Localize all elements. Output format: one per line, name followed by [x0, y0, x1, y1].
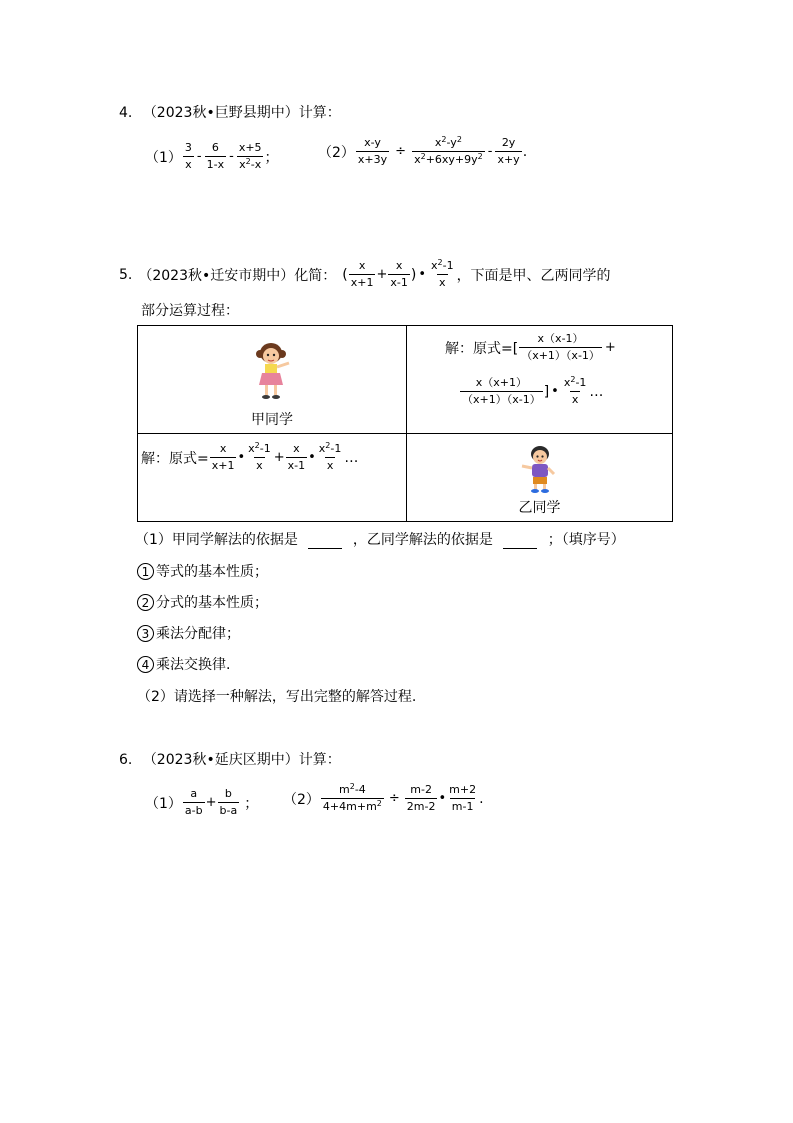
- paren: (: [342, 266, 348, 283]
- circled-number: 1: [137, 563, 154, 580]
- operator: •: [418, 267, 426, 282]
- q6-source: （2023秋•延庆区期中）计算：: [142, 752, 341, 768]
- fraction: $\frac{x^2-1}{x}$: [248, 441, 271, 472]
- yi-solution-cell: [138, 434, 407, 522]
- fraction: $\frac{x^2-y^2}{x^2+6xy+9y^2}$: [414, 135, 483, 166]
- option-text: 乘法分配律；: [156, 626, 240, 642]
- solution-table: [137, 325, 673, 522]
- separator: ；: [244, 795, 259, 812]
- option-3: [137, 623, 240, 643]
- option-2: [137, 592, 268, 612]
- option-text: 分式的基本性质；: [156, 595, 268, 611]
- operator: +: [604, 340, 616, 355]
- operator: •: [551, 384, 559, 399]
- q6-part2-label: （2）: [283, 791, 320, 808]
- q4-part2-label: （2）: [318, 144, 355, 161]
- q6-number: 6.: [119, 752, 133, 768]
- paren: ): [410, 266, 417, 283]
- separator: ；: [264, 149, 279, 166]
- fraction: $\frac{m^2-4}{4+4m+m^2}$: [322, 782, 382, 813]
- q6-header: [119, 749, 341, 769]
- operator: ÷: [388, 791, 400, 806]
- option-1: [137, 561, 268, 581]
- fraction: $\frac{x}{x-1}$: [390, 259, 408, 289]
- bracket: ]: [543, 383, 550, 400]
- q6-part1: [145, 787, 258, 818]
- operator: •: [308, 450, 316, 465]
- q4-header: [119, 102, 341, 122]
- operator: -: [487, 144, 493, 159]
- q5-number: 5.: [119, 266, 133, 283]
- operator: ÷: [395, 144, 407, 159]
- q5-header: [119, 259, 611, 290]
- fraction: $\frac{x(x+1)}{(x+1)(x-1)}$: [462, 376, 541, 406]
- fraction: $\frac{6}{1-x}$: [206, 141, 225, 171]
- option-text: 乘法交换律.: [156, 657, 231, 673]
- fraction: $\frac{2y}{x+y}$: [497, 136, 520, 166]
- circled-number: 3: [137, 625, 154, 642]
- q5-sub1-text-a: （1）甲同学解法的依据是: [135, 532, 298, 548]
- q5-tail-text: ，下面是甲、乙两同学的: [456, 267, 611, 284]
- jia-solution-prefix: 解：原式=[: [445, 340, 519, 357]
- circled-number: 2: [137, 594, 154, 611]
- q6-part1-label: （1）: [145, 795, 182, 812]
- q4-part2: [318, 136, 527, 167]
- q5-line2: 部分运算过程：: [141, 303, 239, 319]
- fraction: $\frac{x^2-1}{x}$: [318, 441, 342, 472]
- operator: +: [205, 795, 217, 810]
- answer-blank-2[interactable]: [503, 534, 537, 549]
- q4-number: 4.: [119, 105, 133, 121]
- yi-solution-prefix: 解：原式=: [141, 450, 209, 467]
- fraction: $\frac{a}{a-b}$: [184, 787, 203, 817]
- boy-student-icon: [518, 444, 562, 494]
- jia-illustration-cell: [138, 326, 407, 434]
- q4-part1: [145, 141, 279, 172]
- q4-part1-label: （1）: [145, 149, 182, 166]
- yi-label: 乙同学: [518, 500, 561, 516]
- fraction: $\frac{3}{x}$: [184, 141, 192, 171]
- fraction: $\frac{x^2-1}{x}$: [563, 375, 587, 406]
- ellipsis: …: [344, 449, 359, 466]
- ellipsis: …: [589, 383, 604, 400]
- fraction: $\frac{b}{b-a}$: [219, 787, 238, 817]
- q5-sub1-text-b: ，乙同学解法的依据是: [352, 532, 493, 548]
- fraction: $\frac{m-2}{2m-2}$: [406, 783, 436, 813]
- q5-sub2: （2）请选择一种解法，写出完整的解答过程.: [137, 689, 417, 705]
- operator: •: [438, 791, 447, 806]
- separator: .: [479, 790, 484, 807]
- q5-source: （2023秋•迁安市期中）化简：: [138, 267, 337, 284]
- operator: -: [229, 149, 234, 164]
- fraction: $\frac{x^2-1}{x}$: [430, 258, 454, 289]
- operator: +: [273, 450, 285, 465]
- fraction: $\frac{x}{x+1}$: [211, 442, 235, 472]
- operator: •: [237, 450, 246, 465]
- jia-label: 甲同学: [251, 412, 293, 428]
- fraction: $\frac{x}{x+1}$: [350, 259, 374, 289]
- jia-solution-cell: [407, 326, 673, 434]
- fraction: $\frac{x+5}{x^2-x}$: [238, 141, 262, 171]
- q5-sub1: [135, 529, 625, 549]
- option-text: 等式的基本性质；: [156, 564, 268, 580]
- circled-number: 4: [137, 656, 154, 673]
- fraction: $\frac{x-y}{x+3y}$: [357, 136, 388, 166]
- operator: -: [196, 149, 202, 164]
- fraction: $\frac{m+2}{m-1}$: [449, 783, 477, 813]
- option-4: [137, 654, 230, 674]
- operator: +: [376, 267, 388, 282]
- fraction: $\frac{x}{x-1}$: [287, 442, 306, 472]
- answer-blank-1[interactable]: [308, 534, 342, 549]
- q6-part2: [283, 783, 484, 814]
- girl-student-icon: [247, 339, 297, 401]
- yi-illustration-cell: [407, 434, 673, 522]
- q5-sub1-text-c: ；（填序号）: [547, 532, 625, 548]
- separator: .: [522, 143, 528, 160]
- fraction: $\frac{x(x-1)}{(x+1)(x-1)}$: [521, 332, 600, 362]
- q4-source: （2023秋•巨野县期中）计算：: [142, 105, 341, 121]
